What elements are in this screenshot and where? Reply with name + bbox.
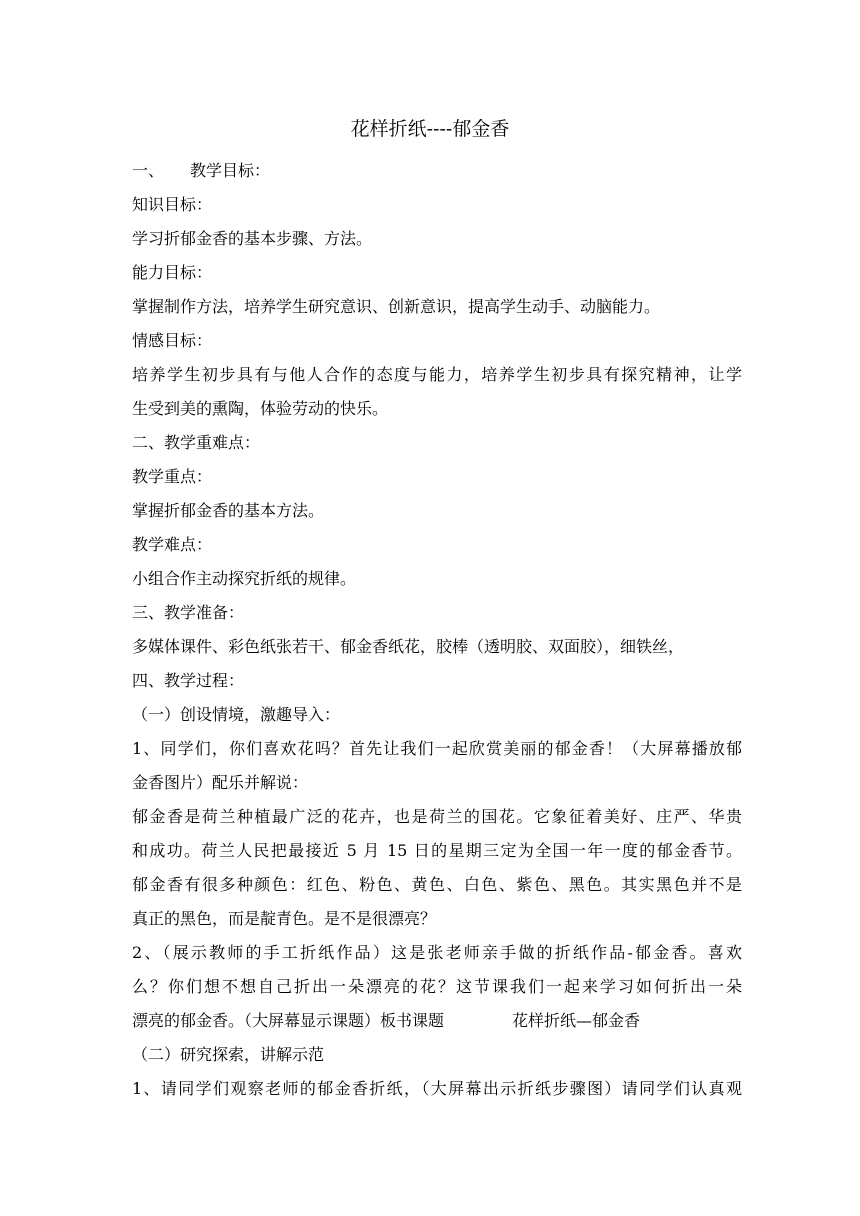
paragraph-line: 生受到美的熏陶，体验劳动的快乐。 bbox=[132, 399, 389, 418]
paragraph-line: 多媒体课件、彩色纸张若干、郁金香纸花，胶棒（透明胶、双面胶），细铁丝， bbox=[132, 637, 685, 656]
paragraph-line: 么？你们想不想自己折出一朵漂亮的花？这节课我们一起来学习如何折出一朵 bbox=[132, 977, 742, 996]
subsection-heading: （二）研究探索，讲解示范 bbox=[132, 1045, 325, 1064]
subheading: 情感目标： bbox=[132, 331, 213, 350]
paragraph-line: 真正的黑色，而是靛青色。是不是很漂亮？ bbox=[132, 909, 437, 928]
paragraph-line: 郁金香有很多种颜色：红色、粉色、黄色、白色、紫色、黑色。其实黑色并不是 bbox=[132, 875, 742, 894]
paragraph-line bbox=[132, 1004, 742, 1038]
paragraph-line: 学习折郁金香的基本步骤、方法。 bbox=[132, 229, 373, 248]
paragraph-line: 金香图片）配乐并解说： bbox=[132, 773, 309, 792]
subheading: 能力目标： bbox=[132, 263, 213, 282]
paragraph-line: 2、（展示教师的手工折纸作品）这是张老师亲手做的折纸作品-郁金香。喜欢 bbox=[132, 943, 742, 962]
board-title-text: 花样折纸—郁金香 bbox=[512, 1011, 641, 1030]
subheading: 教学重点： bbox=[132, 467, 213, 486]
section-heading bbox=[132, 154, 742, 188]
section-heading: 四、教学过程： bbox=[132, 671, 245, 690]
section-number: 一、 bbox=[132, 161, 165, 180]
section-heading-text: 教学目标： bbox=[190, 161, 271, 180]
subheading: 教学难点： bbox=[132, 535, 213, 554]
subheading: 知识目标： bbox=[132, 195, 213, 214]
paragraph-line: 培养学生初步具有与他人合作的态度与能力，培养学生初步具有探究精神，让学 bbox=[132, 365, 742, 384]
paragraph-line: 小组合作主动探究折纸的规律。 bbox=[132, 569, 357, 588]
section-heading: 二、教学重难点： bbox=[132, 433, 261, 452]
paragraph-text: 漂亮的郁金香。（大屏幕显示课题）板书课题 bbox=[132, 1011, 445, 1030]
document-body bbox=[132, 154, 742, 1106]
paragraph-line: 和成功。荷兰人民把最接近 5 月 15 日的星期三定为全国一年一度的郁金香节。 bbox=[132, 841, 742, 860]
section-heading: 三、教学准备： bbox=[132, 603, 245, 622]
paragraph-line: 1、请同学们观察老师的郁金香折纸，（大屏幕出示折纸步骤图）请同学们认真观 bbox=[132, 1079, 742, 1098]
paragraph-line: 掌握折郁金香的基本方法。 bbox=[132, 501, 325, 520]
paragraph-line: 1、同学们，你们喜欢花吗？首先让我们一起欣赏美丽的郁金香！（大屏幕播放郁 bbox=[132, 739, 742, 758]
document-title: 花样折纸----郁金香 bbox=[350, 118, 510, 140]
paragraph-line: 掌握制作方法，培养学生研究意识、创新意识，提高学生动手、动脑能力。 bbox=[132, 297, 661, 316]
paragraph-line: 郁金香是荷兰种植最广泛的花卉，也是荷兰的国花。它象征着美好、庄严、华贵 bbox=[132, 807, 742, 826]
subsection-heading: （一）创设情境，激趣导入： bbox=[132, 705, 341, 724]
